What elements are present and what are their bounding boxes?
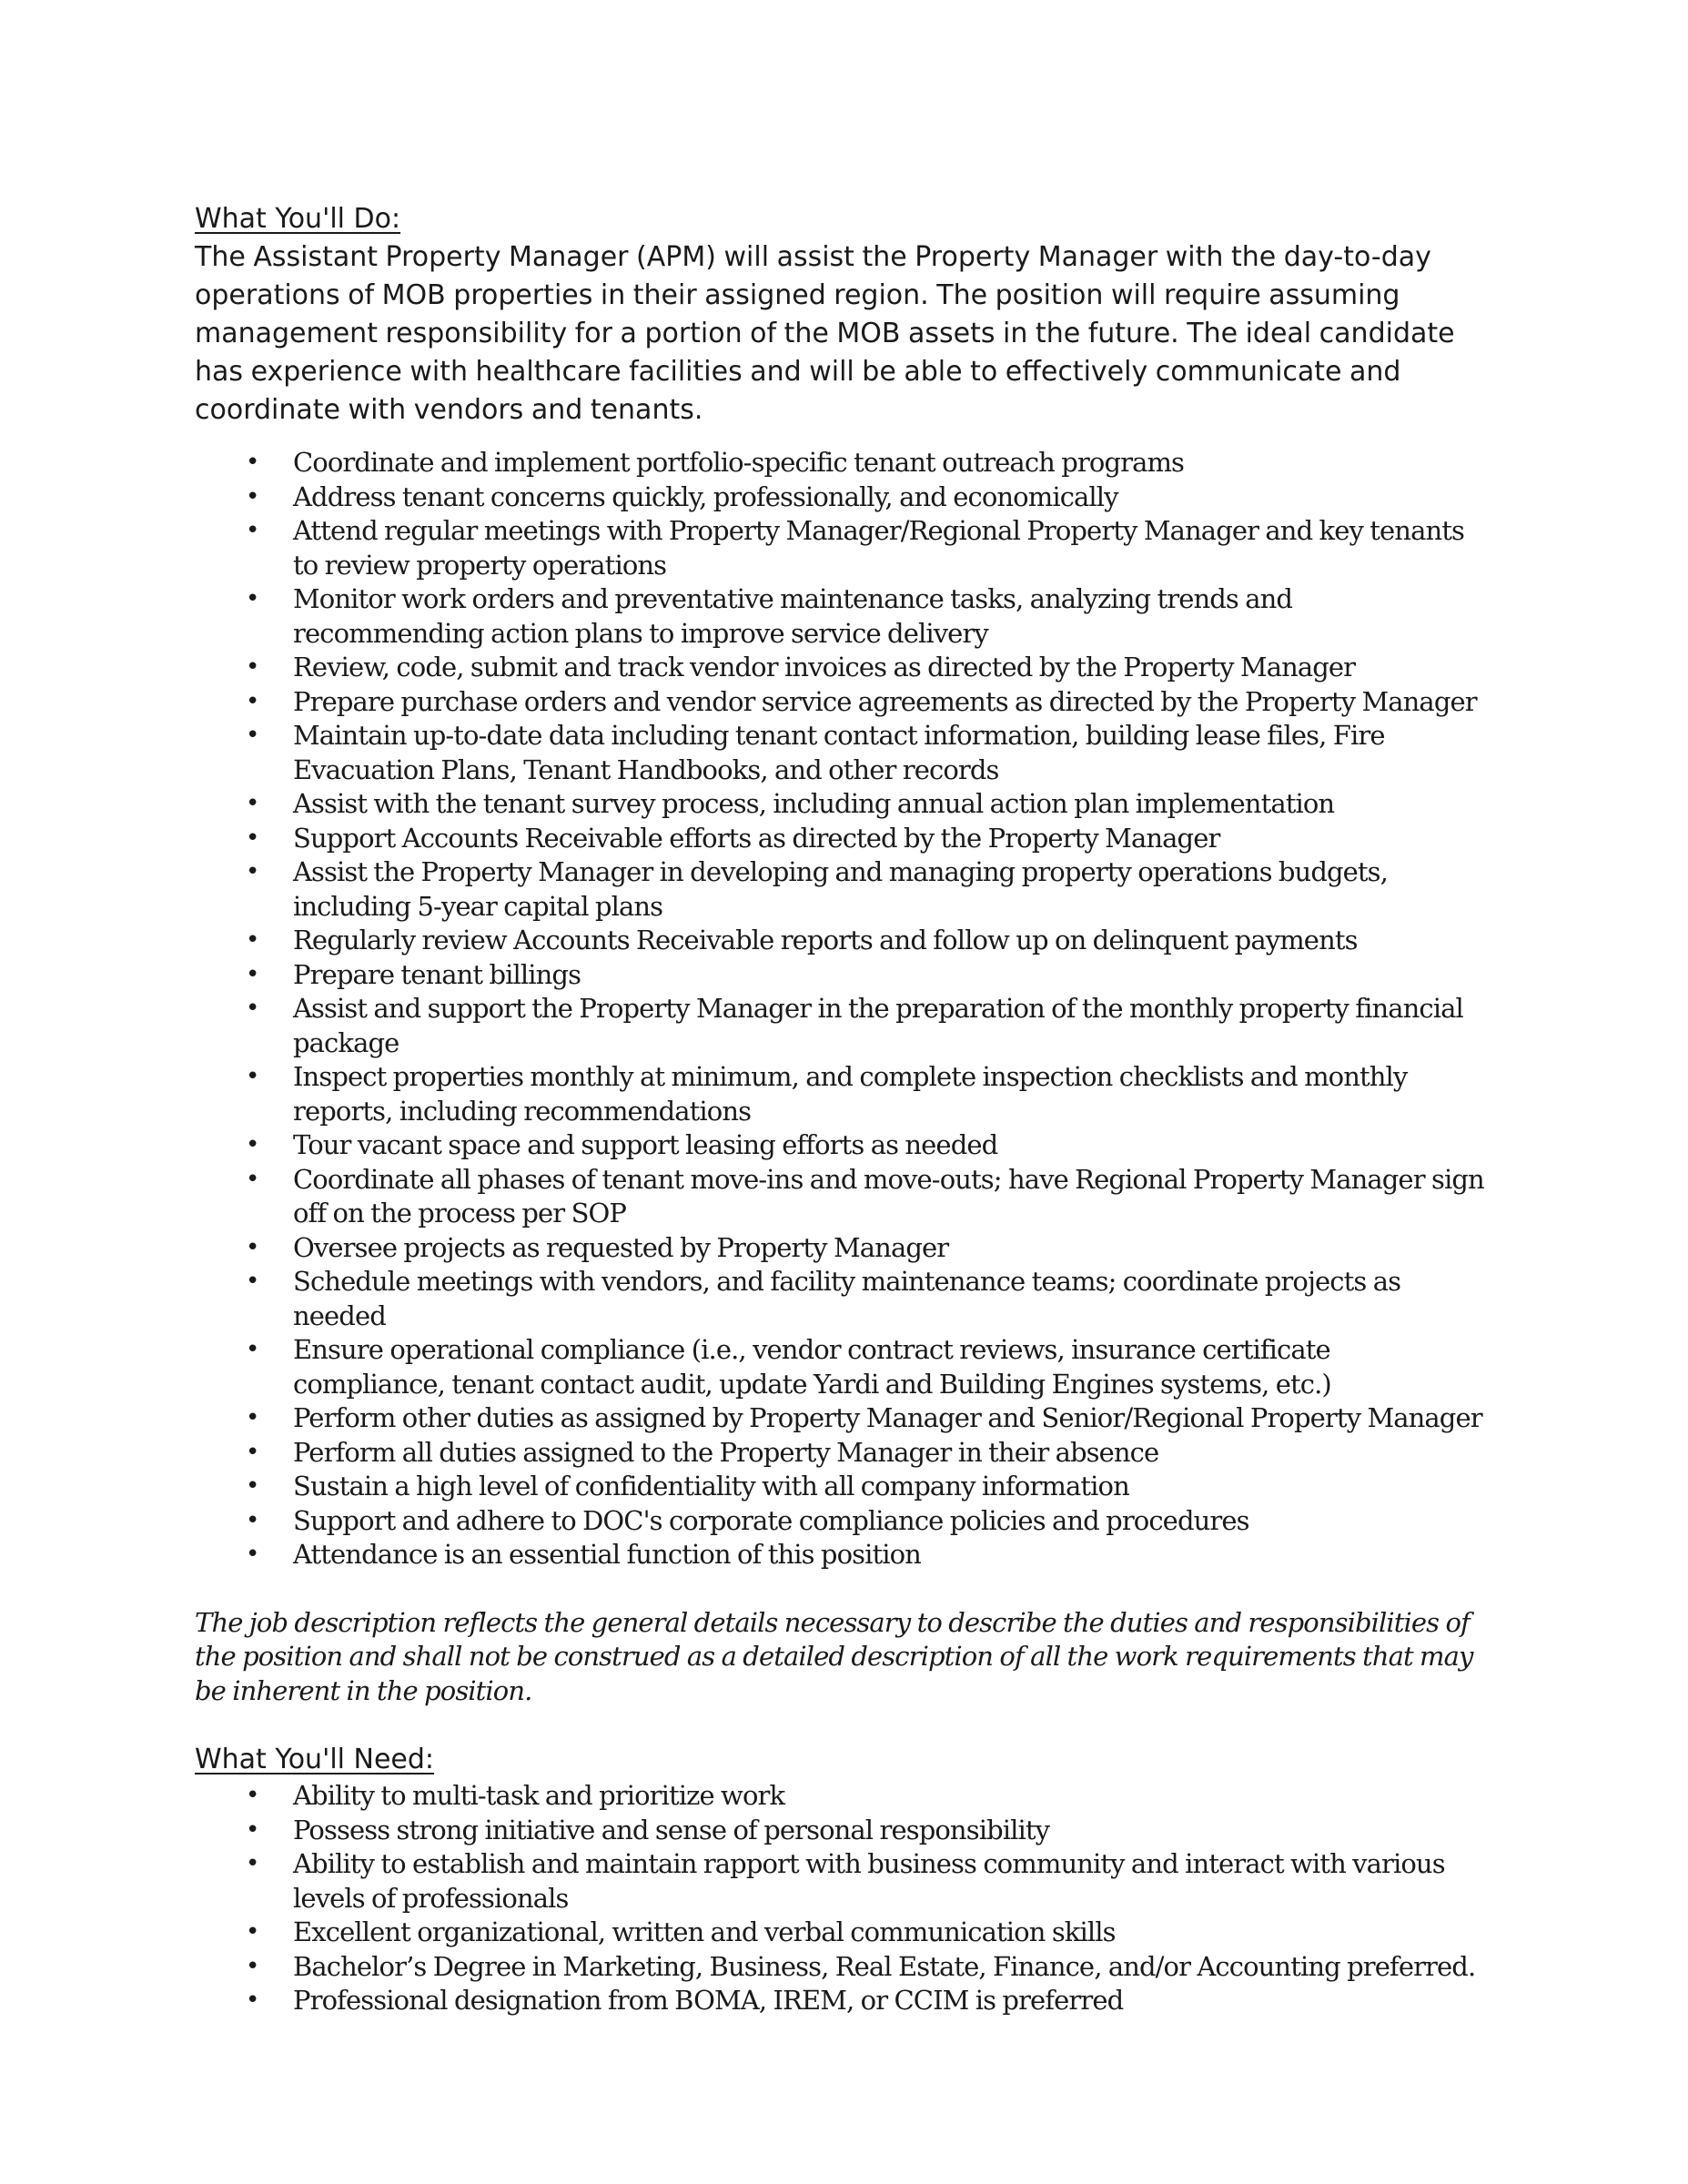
bullet-icon: • (246, 1472, 260, 1500)
list-item (195, 1847, 1487, 1916)
list-item-text: Oversee projects as requested by Property Manager (293, 1231, 949, 1263)
list-item-text: Address tenant concerns quickly, professionally, and economically (293, 480, 1118, 512)
list-item-text: Ability to multi-task and prioritize work (293, 1780, 785, 1811)
bullet-icon: • (246, 1918, 260, 1946)
list-item-text: Attendance is an essential function of this position (293, 1539, 921, 1570)
list-item (195, 1265, 1487, 1333)
bullet-icon: • (246, 790, 260, 817)
bullet-icon: • (246, 1541, 260, 1568)
list-item-text: Review, code, submit and track vendor invoices as directed by the Property Manager (293, 652, 1356, 682)
list-item-text: Coordinate and implement portfolio-specific tenant outreach programs (293, 447, 1185, 478)
list-item-text: Prepare purchase orders and vendor service agreements as directed by the Property Manager (293, 685, 1477, 717)
list-item (195, 1779, 1487, 1814)
bullet-icon: • (246, 1336, 260, 1363)
list-item (195, 719, 1487, 787)
bullet-icon: • (246, 653, 260, 681)
list-item-text: Assist the Property Manager in developing and managing property operations budgets, including 5-year capital plans (293, 856, 1388, 922)
list-item (195, 1436, 1487, 1471)
list-item-text: Maintain up-to-date data including tenant contact information, building lease files, Fire Evacuation Plans, Tenant Handbooks, and other records (293, 720, 1385, 785)
list-item-text: Monitor work orders and preventative maintenance tasks, analyzing trends and recommending action plans to improve service delivery (293, 583, 1293, 649)
list-item-text: Support and adhere to DOC's corporate compliance policies and procedures (293, 1504, 1249, 1536)
list-item (195, 446, 1487, 480)
bullet-icon: • (246, 858, 260, 885)
bullet-icon: • (246, 1438, 260, 1466)
list-item-text: Assist with the tenant survey process, including annual action plan implementation (293, 788, 1335, 819)
bullet-icon: • (246, 1131, 260, 1158)
bullet-icon: • (246, 585, 260, 612)
bullet-icon: • (246, 722, 260, 749)
list-item-text: Possess strong initiative and sense of personal responsibility (293, 1814, 1050, 1845)
list-item-text: Inspect properties monthly at minimum, and complete inspection checklists and monthly reports, including recommendations (293, 1061, 1408, 1127)
list-item (195, 514, 1487, 582)
bullet-icon: • (246, 1063, 260, 1090)
list-item (195, 1231, 1487, 1266)
list-item (195, 822, 1487, 856)
list-item-text: Perform all duties assigned to the Property Manager in their absence (293, 1436, 1159, 1468)
list-item-text: Excellent organizational, written and verbal communication skills (293, 1916, 1116, 1947)
list-item-text: Regularly review Accounts Receivable reports and follow up on delinquent payments (293, 925, 1358, 956)
job-description-disclaimer: The job description reflects the general details necessary to describe the duties and responsibilities of the position and shall not be construed as a detailed description of all the work requirements that may be inherent in the position. (195, 1606, 1473, 1706)
list-item (195, 480, 1487, 515)
list-item (195, 1401, 1487, 1436)
bullet-icon: • (246, 824, 260, 852)
list-item-text: Support Accounts Receivable efforts as directed by the Property Manager (293, 822, 1220, 854)
list-item-text: Schedule meetings with vendors, and facility maintenance teams; coordinate projects as needed (293, 1266, 1401, 1331)
list-item-text: Prepare tenant billings (293, 958, 581, 990)
list-item (195, 1163, 1487, 1231)
bullet-icon: • (246, 449, 260, 476)
list-item (195, 1333, 1487, 1401)
bullet-icon: • (246, 926, 260, 954)
list-item (195, 992, 1487, 1060)
list-item (195, 1950, 1487, 1985)
list-item (195, 1128, 1487, 1163)
bullet-icon: • (246, 1506, 260, 1534)
bullet-icon: • (246, 482, 260, 511)
bullet-icon: • (246, 960, 260, 988)
list-item (195, 924, 1487, 958)
list-item-text: Attend regular meetings with Property Manager/Regional Property Manager and key tenants to review property operations (293, 515, 1464, 581)
role-intro-paragraph: The Assistant Property Manager (APM) will assist the Property Manager with the day-to-day operations of MOB properties in their assigned region. The position will require assuming management responsibility for a portion of the MOB assets in the future. The ideal candidate has experience with healthcare facilities and will be able to effectively communicate and coordinate with vendors and tenants. (195, 241, 1455, 426)
list-item (195, 651, 1487, 685)
bullet-icon: • (246, 1850, 260, 1877)
bullet-icon: • (246, 995, 260, 1022)
list-item (195, 1504, 1487, 1539)
list-item-text: Sustain a high level of confidentiality with all company information (293, 1471, 1129, 1502)
what-youll-need-heading: What You'll Need: (195, 1744, 435, 1775)
list-item-text: Perform other duties as assigned by Property Manager and Senior/Regional Property Manager (293, 1402, 1482, 1433)
bullet-icon: • (246, 517, 260, 544)
list-item (195, 787, 1487, 822)
bullet-icon: • (246, 1165, 260, 1193)
list-item (195, 855, 1487, 924)
bullet-icon: • (246, 1233, 260, 1261)
list-item-text: Assist and support the Property Manager in the preparation of the monthly property financial package (293, 993, 1463, 1058)
list-item-text: Bachelor’s Degree in Marketing, Business, Real Estate, Finance, and/or Accounting preferred. (293, 1950, 1476, 1982)
list-item-text: Ability to establish and maintain rapport with business community and interact with various levels of professionals (293, 1848, 1445, 1914)
list-item (195, 1984, 1487, 2018)
list-item (195, 1916, 1487, 1950)
list-item-text: Coordinate all phases of tenant move-ins and move-outs; have Regional Property Manager sign off on the process per SOP (293, 1163, 1484, 1228)
document-page (195, 200, 1487, 2018)
list-item (195, 958, 1487, 993)
list-item (195, 1814, 1487, 1848)
what-youll-do-heading: What You'll Do: (195, 203, 401, 235)
list-item-text: Ensure operational compliance (i.e., vendor contract reviews, insurance certificate compliance, tenant contact audit, update Yardi and Building Engines systems, etc.) (293, 1334, 1331, 1400)
requirements-list (195, 1779, 1487, 2018)
list-item (195, 685, 1487, 720)
bullet-icon: • (246, 1952, 260, 1980)
responsibilities-list (195, 446, 1487, 1572)
list-item-text: Professional designation from BOMA, IREM, or CCIM is preferred (293, 1985, 1124, 2016)
bullet-icon: • (246, 1268, 260, 1295)
list-item (195, 1470, 1487, 1504)
list-item (195, 1060, 1487, 1128)
list-item (195, 582, 1487, 651)
list-item (195, 1538, 1487, 1572)
list-item-text: Tour vacant space and support leasing efforts as needed (293, 1129, 998, 1160)
bullet-icon: • (246, 1987, 260, 2014)
bullet-icon: • (246, 687, 260, 715)
bullet-icon: • (246, 1404, 260, 1431)
bullet-icon: • (246, 1782, 260, 1809)
bullet-icon: • (246, 1815, 260, 1844)
